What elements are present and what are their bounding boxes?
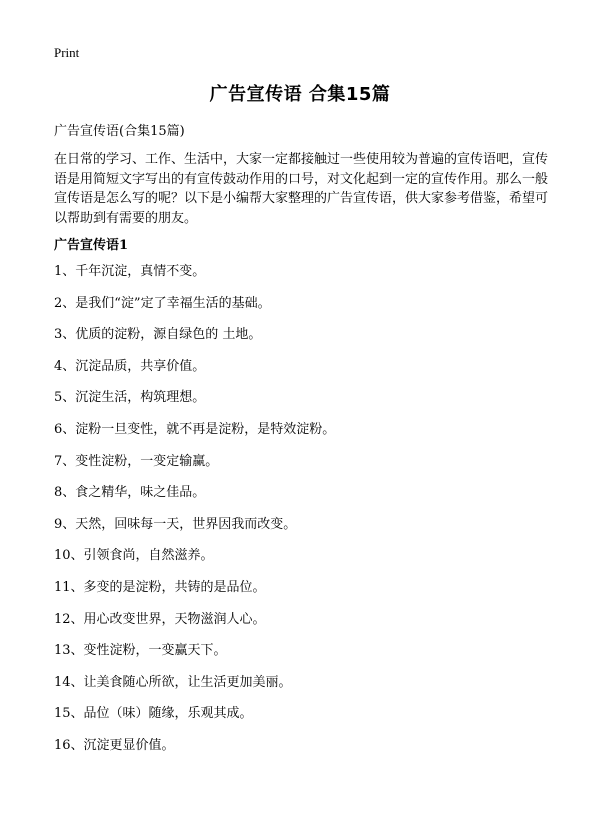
list-item: 12、用心改变世界，天物滋润人心。 (54, 611, 266, 627)
list-item: 8、食之精华，味之佳品。 (54, 485, 206, 501)
list-item: 13、变性淀粉，一变赢天下。 (54, 643, 227, 659)
list-item: 15、品位（味）随缘，乐观其成。 (54, 706, 253, 722)
section-heading: 广告宣传语1 (54, 238, 129, 253)
list-item: 14、让美食随心所欲，让生活更加美丽。 (54, 674, 292, 690)
list-item: 5、沉淀生活，构筑理想。 (54, 390, 206, 406)
list-item: 6、淀粉一旦变性，就不再是淀粉，是特效淀粉。 (54, 421, 336, 437)
list-item: 2、是我们“淀”定了幸福生活的基础。 (54, 295, 271, 311)
list-item: 11、多变的是淀粉，共铸的是品位。 (54, 579, 266, 595)
document-title: 广告宣传语 合集15篇 (209, 84, 391, 105)
list-item: 9、天然，回味每一天，世界因我而改变。 (54, 516, 297, 532)
intro-paragraph: 在日常的学习、工作、生活中，大家一定都接触过一些使用较为普遍的宣传语吧，宣传语是用简短文字写出的有宣传鼓动作用的口号，对文化起到一定的宣传作用。那么一般宣传语是怎么写的呢？以下是小编帮大家整理的广告宣传语，供大家参考借鉴，希望可以帮助到有需要的朋友。 (54, 152, 549, 226)
list-item: 3、优质的淀粉，源自绿色的 土地。 (54, 327, 262, 343)
list-item: 10、引领食尚，自然滋养。 (54, 548, 214, 564)
list-item: 4、沉淀品质，共享价值。 (54, 358, 206, 374)
list-item: 7、变性淀粉，一变定输赢。 (54, 453, 219, 469)
print-link[interactable]: Print (54, 45, 80, 60)
document-subtitle: 广告宣传语(合集15篇) (54, 124, 185, 139)
list-item: 1、千年沉淀，真情不变。 (54, 264, 206, 279)
slogan-list (54, 262, 335, 768)
list-item: 16、沉淀更显价值。 (54, 737, 175, 753)
